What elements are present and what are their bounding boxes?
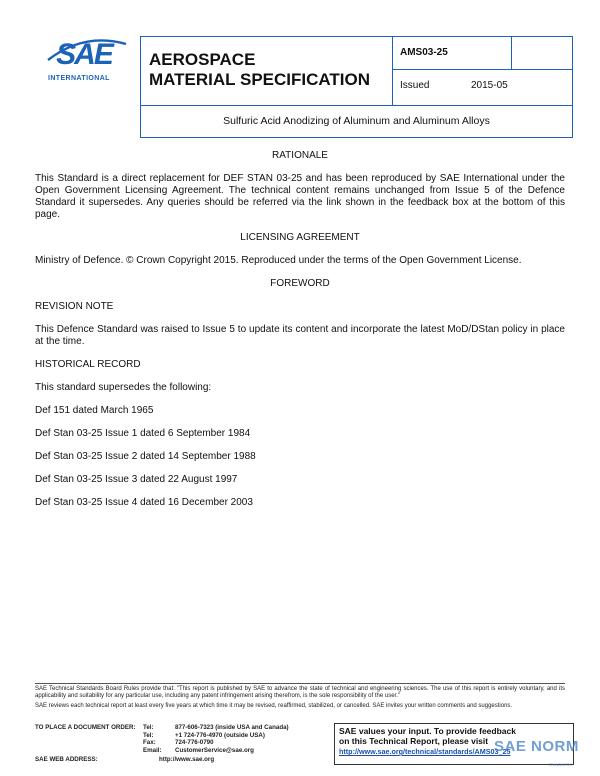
- revision-heading: REVISION NOTE: [35, 301, 114, 312]
- web-link[interactable]: http://www.sae.org: [159, 756, 215, 763]
- rationale-text: This Standard is a direct replacement for DEF STAN 03-25 and has been reproduced by SAE International under the Open Government Licensing Agreement. The technical content remains unchanged from Issue 5 of the Defence Standard it supersedes. Any queries should be referred via the link shown in the feedback box at the bottom of this page.: [35, 173, 565, 220]
- watermark-subtitle: STANDARDS: [548, 762, 573, 767]
- sae-logo: [44, 38, 130, 94]
- fax-number: 724-776-0790: [175, 739, 214, 747]
- fax-label: Fax:: [143, 739, 156, 747]
- tel-label: Tel:: [143, 724, 154, 731]
- tel-number-domestic[interactable]: 877-606-7323 (inside USA and Canada): [175, 724, 289, 731]
- document-number: AMS03-25: [400, 47, 448, 58]
- tel-label: Tel:: [143, 731, 154, 739]
- history-item: Def Stan 03-25 Issue 1 dated 6 September 1984: [35, 428, 251, 439]
- header-divider-horizontal: [141, 105, 572, 106]
- issued-label: Issued: [400, 80, 430, 91]
- feedback-link[interactable]: http://www.sae.org/technical/standards/AMS03_25: [339, 747, 511, 756]
- history-item: Def Stan 03-25 Issue 3 dated 22 August 1997: [35, 474, 238, 485]
- feedback-line-2: on this Technical Report, please visit: [339, 736, 489, 746]
- review-text: SAE reviews each technical report at least every five years at which time it may be revised, reaffirmed, stabilized, or cancelled. SAE invites your written comments and suggestions.: [35, 703, 513, 709]
- board-rules-text: SAE Technical Standards Board Rules provide that: "This report is published by SAE to advance the state of technical and engineering sciences. The use of this report is entirely voluntary, and its applicability and suitability for any particular use, including any patent infringement arising therefrom, is the sole responsibility of the user.": [35, 686, 565, 700]
- document-subtitle: Sulfuric Acid Anodizing of Aluminum and Aluminum Alloys: [223, 115, 490, 127]
- document-body: [35, 150, 565, 520]
- header-divider: [392, 69, 573, 70]
- history-item: Def Stan 03-25 Issue 2 dated 14 September 1988: [35, 451, 256, 462]
- spec-header: [140, 36, 573, 138]
- licensing-text: Ministry of Defence. © Crown Copyright 2015. Reproduced under the terms of the Open Government License.: [35, 255, 522, 266]
- licensing-heading: LICENSING AGREEMENT: [240, 232, 360, 243]
- history-item: Def 151 dated March 1965: [35, 405, 154, 416]
- revision-text: This Defence Standard was raised to Issue 5 to update its content and incorporate the latest MoD/DStan policy in place at the time.: [35, 324, 565, 347]
- title-line-2: MATERIAL SPECIFICATION: [149, 70, 370, 89]
- email-label: Email:: [143, 746, 162, 754]
- order-label: TO PLACE A DOCUMENT ORDER:: [35, 724, 136, 731]
- feedback-line-1: SAE values your input. To provide feedback: [339, 726, 516, 736]
- history-intro: This standard supersedes the following:: [35, 382, 212, 393]
- email-link[interactable]: CustomerService@sae.org: [175, 746, 254, 754]
- logo-wordmark: SAE: [56, 38, 112, 71]
- history-item: Def Stan 03-25 Issue 4 dated 16 December 2003: [35, 497, 253, 508]
- footer-divider: [35, 683, 565, 684]
- tel-number-international[interactable]: +1 724-776-4970 (outside USA): [175, 731, 265, 739]
- header-divider-vertical: [511, 37, 512, 69]
- rationale-heading: RATIONALE: [272, 150, 328, 161]
- watermark-logo: SAE NORM: [494, 738, 579, 755]
- history-heading: HISTORICAL RECORD: [35, 359, 141, 370]
- logo-subtitle: INTERNATIONAL: [48, 75, 110, 82]
- title-line-1: AEROSPACE: [149, 50, 256, 69]
- issued-date: 2015-05: [471, 80, 508, 91]
- foreword-heading: FOREWORD: [270, 278, 330, 289]
- web-label: SAE WEB ADDRESS:: [35, 756, 98, 763]
